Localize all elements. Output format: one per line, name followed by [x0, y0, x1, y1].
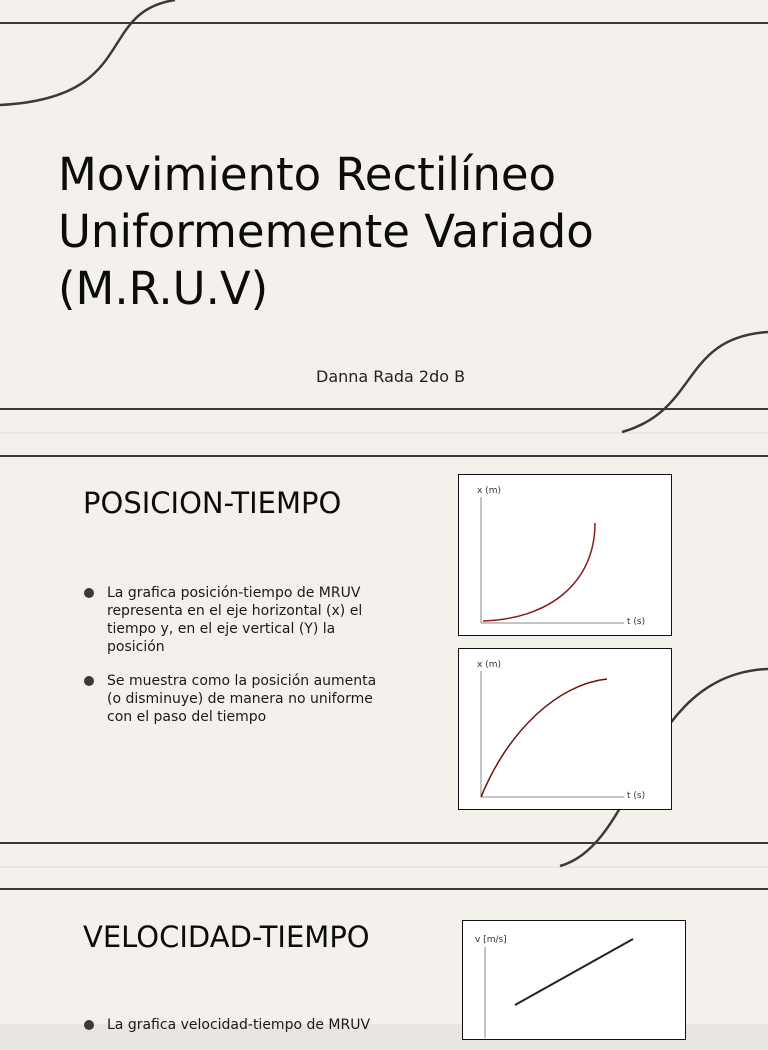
position-time-graph-accelerating	[458, 474, 672, 636]
top-rule	[0, 888, 768, 890]
title-line: (M.R.U.V)	[58, 262, 269, 315]
bullet-text: La grafica velocidad-tiempo de MRUV	[107, 1017, 371, 1033]
y-axis-label: v [m/s]	[475, 935, 507, 945]
presentation-title	[58, 146, 594, 317]
section-heading: POSICION-TIEMPO	[83, 486, 342, 520]
top-rule	[0, 455, 768, 457]
bottom-rule	[0, 408, 768, 410]
bullet-icon	[84, 588, 94, 598]
bullet-icon	[84, 1020, 94, 1030]
x-axis-label: t (s)	[627, 791, 646, 801]
position-time-graph-decelerating	[458, 648, 672, 810]
bullet-list	[84, 584, 394, 742]
velocidad-tiempo-slide	[0, 868, 768, 1033]
velocity-time-graph	[462, 920, 686, 1040]
posicion-tiempo-slide	[0, 434, 768, 866]
list-item	[84, 1016, 394, 1034]
bottom-rule	[0, 842, 768, 844]
y-axis-label: x (m)	[477, 660, 501, 670]
list-item	[84, 672, 394, 726]
bullet-list	[84, 1016, 394, 1050]
bullet-text: La grafica posición-tiempo de MRUV representa en el eje horizontal (x) el tiempo y, en el eje vertical (Y) la posición	[107, 585, 363, 655]
bullet-icon	[84, 676, 94, 686]
title-line: Movimiento Rectilíneo	[58, 148, 557, 201]
list-item	[84, 584, 394, 656]
position-curve	[481, 679, 607, 797]
title-line: Uniformemente Variado	[58, 205, 594, 258]
y-axis-label: x (m)	[477, 486, 501, 496]
title-slide	[0, 0, 768, 432]
velocity-line	[515, 939, 633, 1005]
author-name: Danna Rada 2do B	[316, 367, 466, 386]
section-heading: VELOCIDAD-TIEMPO	[83, 920, 370, 954]
position-curve	[483, 523, 595, 621]
top-rule	[0, 22, 768, 24]
x-axis-label: t (s)	[627, 617, 646, 627]
bullet-text: Se muestra como la posición aumenta (o disminuye) de manera no uniforme con el paso del tiempo	[107, 673, 377, 725]
